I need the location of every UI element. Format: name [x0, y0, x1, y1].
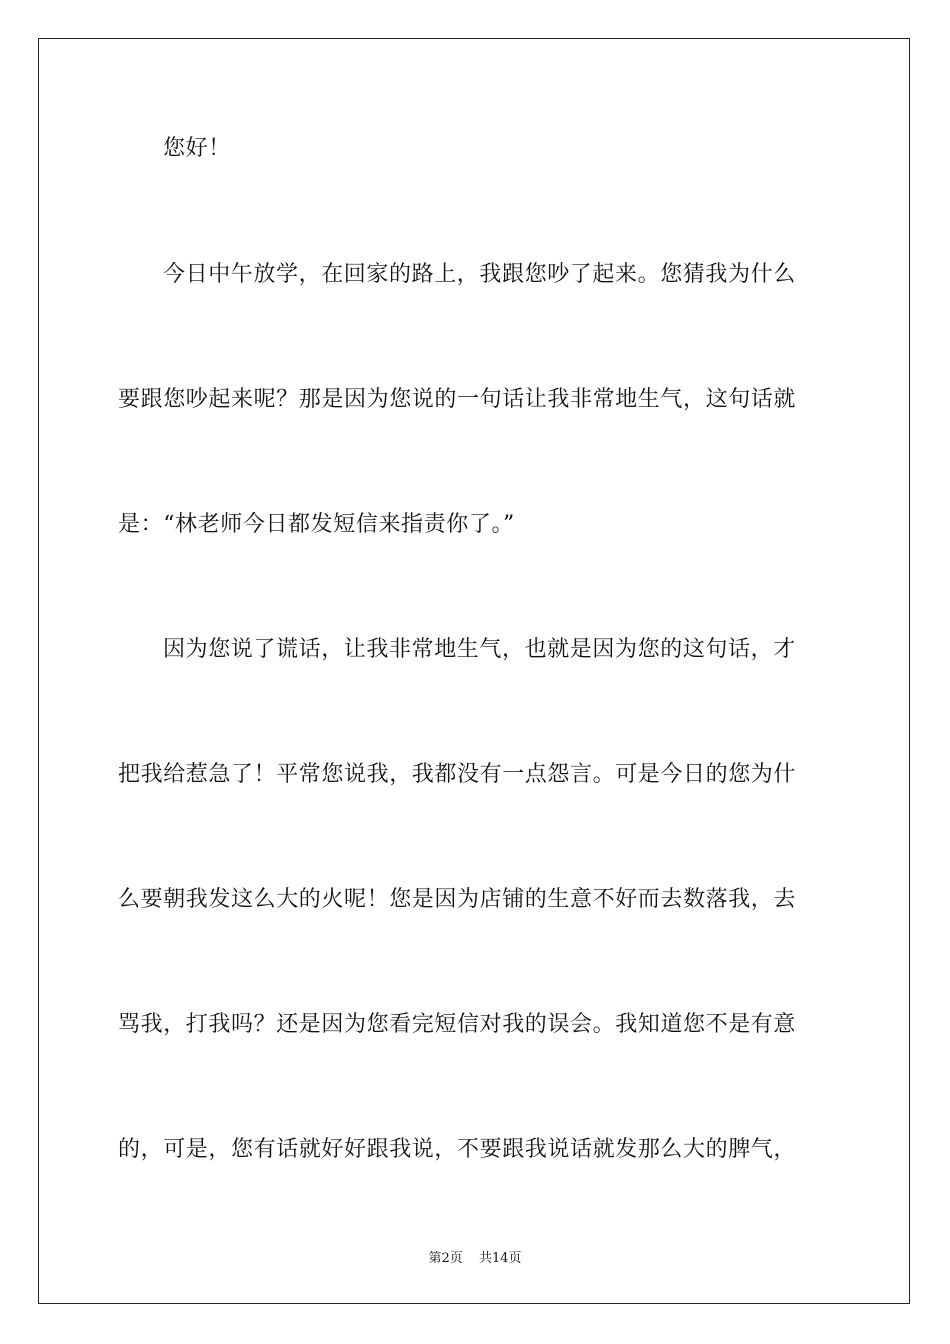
paragraph-line: 要跟您吵起来呢？那是因为您说的一句话让我非常地生气，这句话就: [118, 387, 797, 412]
paragraph-line: 么要朝我发这么大的火呢！您是因为店铺的生意不好而去数落我，去: [118, 887, 797, 912]
page-total: 共14页: [478, 1251, 522, 1266]
paragraph-line: 因为您说了谎话，让我非常地生气，也就是因为您的这句话，才: [163, 637, 796, 662]
paragraph-line: 骂我，打我吗？还是因为您看完短信对我的误会。我知道您不是有意: [118, 1012, 797, 1037]
page-border: [38, 38, 910, 1304]
paragraph-line: 的，可是，您有话就好好跟我说，不要跟我说话就发那么大的脾气，: [118, 1137, 797, 1162]
paragraph-line: 今日中午放学，在回家的路上，我跟您吵了起来。您猜我为什么: [163, 262, 796, 287]
paragraph-line: 是：“林老师今日都发短信来指责你了。”: [118, 512, 515, 537]
greeting-line: 您好！: [163, 136, 231, 161]
page-footer: [0, 1247, 950, 1266]
page-number: 第2页: [428, 1251, 463, 1266]
paragraph-line: 把我给惹急了！平常您说我，我都没有一点怨言。可是今日的您为什: [118, 762, 797, 787]
